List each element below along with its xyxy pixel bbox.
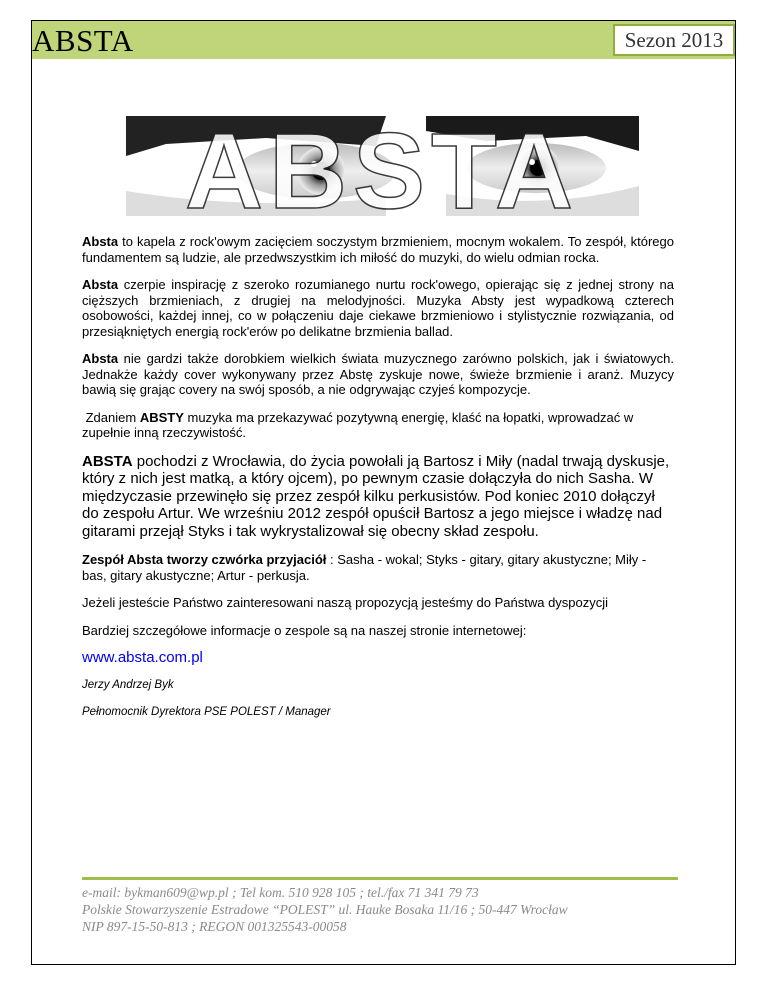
band-name: Absta (82, 234, 119, 249)
footer (82, 884, 722, 935)
paragraph-text: pochodzi z Wrocławia, do życia powołali ją Bartosz i Miły (nadal trwają dyskusje, który z nich jest matką, a który ojcem), po pewnym czasie dołączyła do nich Sasha. W międzyczasie przewinęło się przez zespół kilku perkusistów. Pod koniec 2010 dołączył do zespołu Artur. We wrześniu 2012 zespół opuścił Bartosz a jego miejsce i władzę nad gitarami przejął Styks i tak wykrystalizował się obecny skład zespołu. (82, 452, 670, 540)
paragraph-text: nie gardzi także dorobkiem wielkich świata muzycznego zarówno polskich, jak i światowych. Jednakże każdy cover wykonywany przez Abstę zyskuje nowe, świeże brzmienie i aranż. Muzycy bawią się grając covery na swój sposób, a nie odgrywając czyjeś kompozycje. (82, 351, 674, 397)
band-name: ABSTA (82, 452, 133, 470)
footer-divider (82, 877, 678, 880)
signature-name: Jerzy Andrzej Byk (82, 678, 174, 691)
paragraph-energy (82, 410, 674, 441)
paragraph-inspiration (82, 277, 674, 339)
band-name: Absta (82, 351, 119, 366)
paragraph-members (82, 552, 674, 583)
header-title: ABSTA (32, 23, 134, 58)
paragraph-text: : Sasha - wokal; Styks - gitary, gitary akustyczne; Miły - bas, gitary akustyczne; Artur - perkusja. (82, 552, 647, 583)
paragraph-website-info: Bardziej szczegółowe informacje o zespole są na naszej stronie internetowej: (82, 622, 527, 638)
footer-address: Polskie Stowarzyszenie Estradowe “POLEST” ul. Hauke Bosaka 11/16 ; 50-447 Wrocław (82, 902, 568, 917)
footer-contact: e-mail: bykman609@wp.pl ; Tel kom. 510 928 105 ; tel./fax 71 341 79 73 (82, 885, 479, 900)
paragraph-covers (82, 351, 674, 398)
website-link[interactable]: www.absta.com.pl (82, 649, 203, 666)
paragraph-intro (82, 234, 674, 265)
page-header (32, 21, 735, 59)
logo-text: ABSTA (185, 116, 579, 216)
website-paragraph (82, 650, 674, 666)
content (82, 234, 674, 733)
band-name: ABSTY (139, 409, 184, 425)
members-label: Zespół Absta tworzy czwórka przyjaciół (82, 552, 327, 567)
paragraph-text: czerpie inspirację z szeroko rozumianego nurtu rock'owego, opierając się z jednej strony na cięższych brzmieniach, z drugiej na melodyjności. Muzyka Absty jest wypadkową czterech osobowości, każdej innej, co w połączeniu daje ciekawe brzmieniowo i stylistycznie rozwiązania, od przesiąkniętych energią rock'erów po delikatne brzmienia ballad. (82, 277, 674, 339)
band-name: Absta (82, 277, 119, 292)
paragraph-contact: Jeżeli jesteście Państwo zainteresowani naszą propozycją jesteśmy do Państwa dyspozycji (82, 595, 609, 610)
paragraph-text: to kapela z rock'owym zacięciem soczystym brzmieniem, mocnym wokalem. To zespół, którego fundamentem są ludzie, ale przedwszystkim ich miłość do muzyki, do wielu odmian rocka. (82, 234, 674, 265)
paragraph-text: muzyka ma przekazywać pozytywną energię, klaść na łopatki, wprowadzać w zupełnie inną rzeczywistość. (82, 409, 634, 440)
signature-title: Pełnomocnik Dyrektora PSE POLEST / Manager (82, 706, 331, 718)
absta-logo (126, 116, 639, 216)
footer-registration: NIP 897-15-50-813 ; REGON 001325543-00058 (82, 919, 347, 934)
paragraph-history (82, 453, 674, 541)
paragraph-text: Zdaniem (82, 409, 140, 425)
header-season: Sezon 2013 (613, 24, 735, 56)
